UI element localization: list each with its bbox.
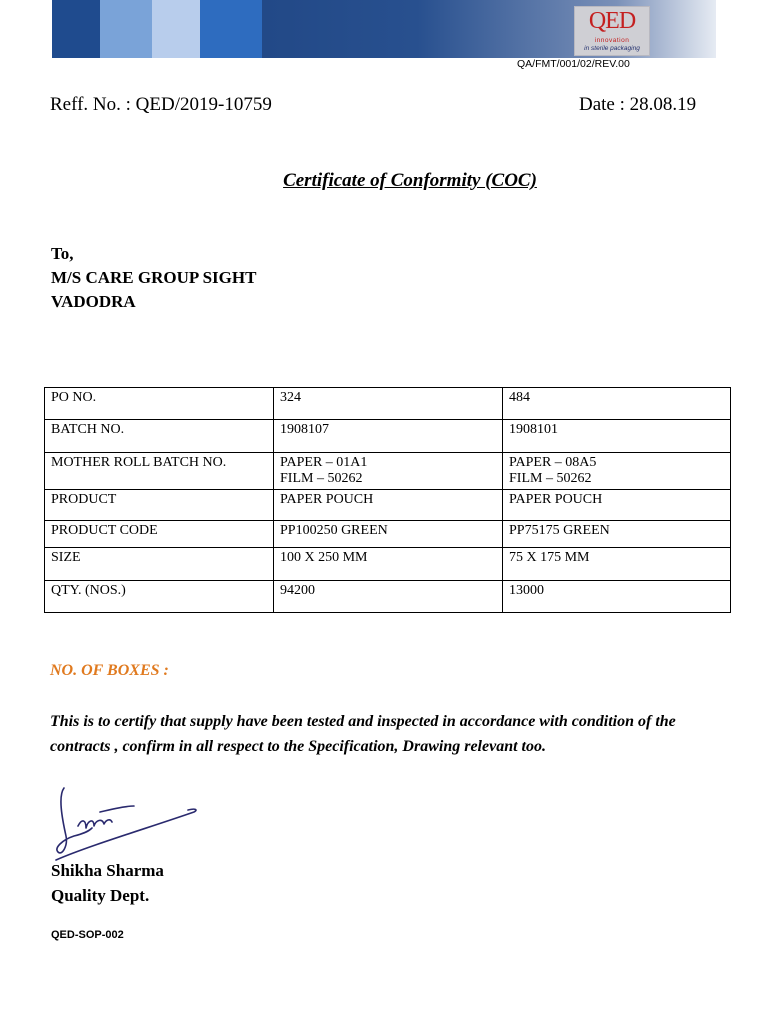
- table-row: [45, 521, 731, 548]
- handwritten-signature: [48, 776, 208, 866]
- certification-statement: This is to certify that supply have been tested and inspected in accordance with condition of the contracts , confirm in all respect to the Specification, Drawing relevant too.: [50, 713, 676, 755]
- cell-value: PAPER POUCH: [274, 490, 503, 521]
- row-label: SIZE: [45, 548, 274, 581]
- cell-value: PP75175 GREEN: [503, 521, 731, 548]
- table-row: [45, 548, 731, 581]
- banner-stripe: [200, 0, 262, 58]
- row-label: PRODUCT CODE: [45, 521, 274, 548]
- sop-code: QED-SOP-002: [51, 929, 124, 941]
- row-label: QTY. (NOS.): [45, 581, 274, 613]
- logo-tagline-sub: in sterile packaging: [584, 45, 640, 52]
- signer-name: Shikha Sharma: [51, 861, 164, 880]
- address-line-company: M/S CARE GROUP SIGHT: [51, 268, 257, 287]
- cell-value: PAPER POUCH: [503, 490, 731, 521]
- table-row: [45, 581, 731, 613]
- banner-stripe: [52, 0, 100, 58]
- cell-value: 100 X 250 MM: [274, 548, 503, 581]
- form-code: QA/FMT/001/02/REV.00: [517, 58, 630, 70]
- banner-stripe: [152, 0, 200, 58]
- cell-value: 13000: [503, 581, 731, 613]
- cell-value: PAPER – 08A5 FILM – 50262: [503, 453, 731, 490]
- banner-stripe: [100, 0, 152, 58]
- cell-value: 324: [274, 388, 503, 420]
- row-label: PO NO.: [45, 388, 274, 420]
- address-line-to: To,: [51, 244, 74, 263]
- document-date: Date : 28.08.19: [579, 94, 697, 115]
- signer-department: Quality Dept.: [51, 886, 150, 905]
- table-row: [45, 490, 731, 521]
- cell-value: PAPER – 01A1 FILM – 50262: [274, 453, 503, 490]
- company-logo: [574, 6, 650, 56]
- document-title: Certificate of Conformity (COC): [283, 170, 537, 191]
- cell-value: 1908101: [503, 420, 731, 453]
- table-row: [45, 453, 731, 490]
- cell-value: 484: [503, 388, 731, 420]
- address-line-city: VADODRA: [51, 292, 136, 311]
- cell-value: 75 X 175 MM: [503, 548, 731, 581]
- specification-table: [44, 387, 731, 613]
- cell-value: PP100250 GREEN: [274, 521, 503, 548]
- boxes-label: NO. OF BOXES :: [50, 662, 169, 679]
- cell-value: 94200: [274, 581, 503, 613]
- row-label: BATCH NO.: [45, 420, 274, 453]
- cell-value: 1908107: [274, 420, 503, 453]
- table-row: [45, 388, 731, 420]
- reference-number: Reff. No. : QED/2019-10759: [50, 94, 272, 115]
- logo-tagline: innovation: [594, 37, 630, 44]
- logo-wordmark: QED: [588, 8, 636, 34]
- table-row: [45, 420, 731, 453]
- row-label: MOTHER ROLL BATCH NO.: [45, 453, 274, 490]
- row-label: PRODUCT: [45, 490, 274, 521]
